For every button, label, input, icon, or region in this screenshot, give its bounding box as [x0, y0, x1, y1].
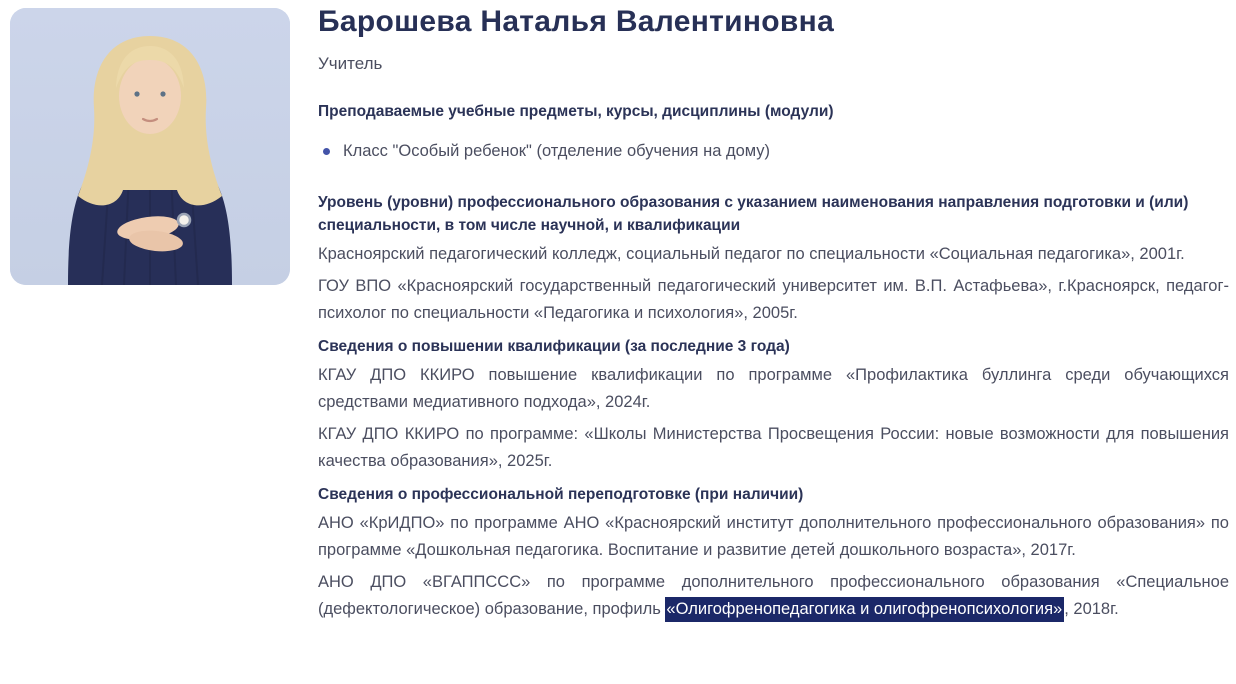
retraining-paragraph-with-selection	[318, 569, 1229, 623]
section-heading-retraining: Сведения о профессиональной переподготовке (при наличии)	[318, 486, 804, 503]
qualification-paragraph: КГАУ ДПО ККИРО по программе: «Школы Министерства Просвещения России: новые возможности для повышения качества образования», 2025г.	[318, 425, 1229, 470]
retraining-text-after-selection: , 2018г.	[1064, 600, 1119, 618]
retraining-text-before-selection: АНО ДПО «ВГАППССС» по программе дополнительного профессионального образования «Специальное (дефектологическое) образование, профиль	[318, 573, 1229, 618]
education-paragraph: ГОУ ВПО «Красноярский государственный педагогический университет им. В.П. Астафьева», г.Красноярск, педагог-психолог по специальности «Педагогика и психология», 2005г.	[318, 277, 1229, 322]
retraining-paragraph: АНО «КрИДПО» по программе АНО «Красноярский институт дополнительного профессионального образования» по программе «Дошкольная педагогика. Воспитание и развитие детей дошкольного возраста», 2017г.	[318, 514, 1229, 559]
subject-list-item-label: Класс "Особый ребенок" (отделение обучения на дому)	[343, 142, 771, 160]
subject-list	[318, 139, 1229, 163]
bullet-dot-icon	[323, 148, 330, 155]
teacher-position: Учитель	[318, 54, 383, 73]
education-paragraph: Красноярский педагогический колледж, социальный педагог по специальности «Социальная педагогика», 2001г.	[318, 245, 1185, 263]
wristwatch-icon	[178, 214, 190, 226]
section-heading-subjects: Преподаваемые учебные предметы, курсы, дисциплины (модули)	[318, 103, 834, 120]
selected-text: «Олигофренопедагогика и олигофренопсихология»	[665, 597, 1064, 622]
teacher-photo	[10, 8, 290, 285]
subject-list-item	[318, 139, 1229, 163]
section-heading-education-level: Уровень (уровни) профессионального образования с указанием наименования направления подготовки и (или) специальности, в том числе научной, и квалификации	[318, 194, 1189, 234]
content-column	[318, 0, 1229, 623]
section-heading-qualification-upgrade: Сведения о повышении квалификации (за последние 3 года)	[318, 338, 790, 355]
teacher-photo-illustration	[10, 8, 290, 285]
teacher-name-title: Барошева Наталья Валентиновна	[318, 5, 835, 38]
qualification-paragraph: КГАУ ДПО ККИРО повышение квалификации по программе «Профилактика буллинга среди обучающихся средствами медиативного подхода», 2024г.	[318, 366, 1229, 411]
